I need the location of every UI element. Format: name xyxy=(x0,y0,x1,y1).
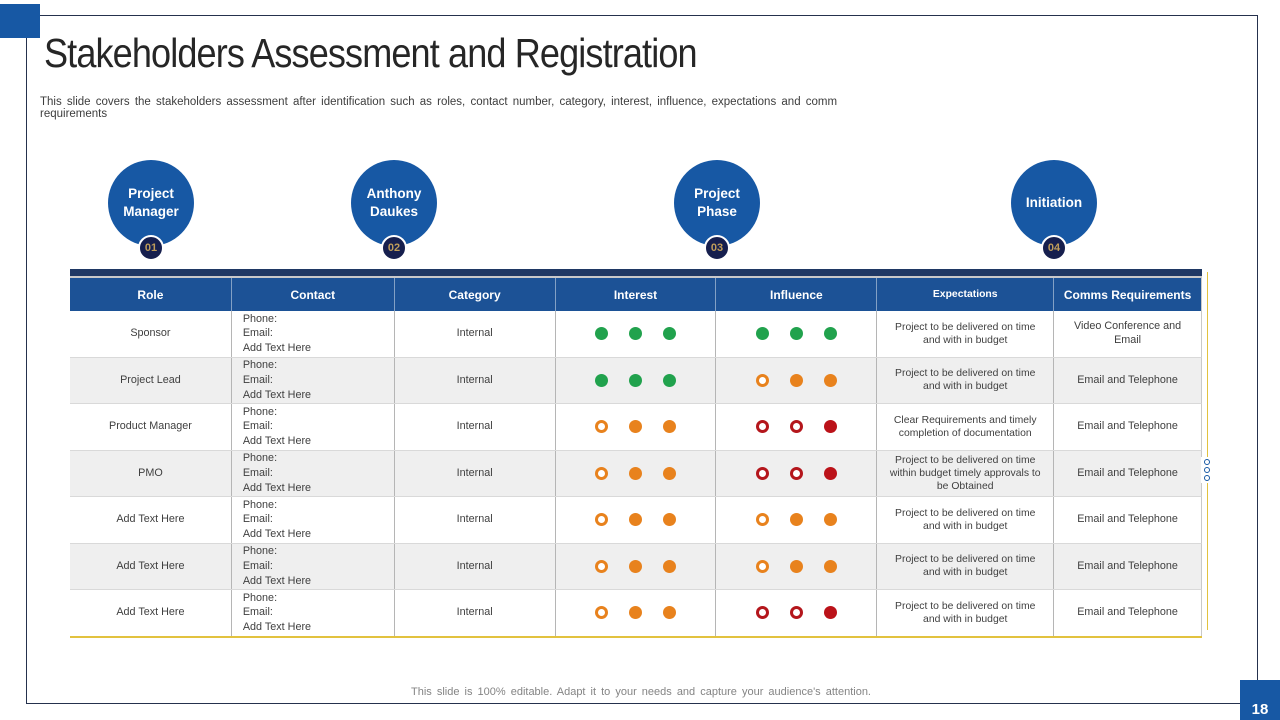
cell-role: Sponsor xyxy=(70,311,232,357)
green-filled-dot-icon xyxy=(595,374,608,387)
top-left-accent-square xyxy=(0,4,40,38)
cell-role: Add Text Here xyxy=(70,590,232,636)
red-ring-dot-icon xyxy=(790,467,803,480)
contact-line: Phone: xyxy=(242,405,278,418)
contact-line: Phone: xyxy=(242,498,278,511)
cell-expectations: Clear Requirements and timely completion of documentation xyxy=(877,404,1054,450)
milestone-label: Initiation xyxy=(1025,194,1083,210)
cell-interest xyxy=(556,451,717,497)
milestone-01 xyxy=(108,160,194,254)
cell-contact xyxy=(232,404,395,450)
table-row xyxy=(70,404,1202,451)
contact-line: Add Text Here xyxy=(242,621,312,634)
page-number: 18 xyxy=(1251,701,1269,718)
cell-interest xyxy=(556,544,717,590)
slide-footer: This slide is 100% editable. Adapt it to your needs and capture your audience's attention. xyxy=(411,686,871,698)
cell-comms-requirements: Email and Telephone xyxy=(1077,559,1178,572)
contact-line: Email: xyxy=(242,327,273,340)
contact-line: Phone: xyxy=(242,591,278,604)
cell-category: Internal xyxy=(395,404,556,450)
cell-contact xyxy=(232,451,395,497)
orange-ring-dot-icon xyxy=(756,513,769,526)
contact-line: Add Text Here xyxy=(242,342,312,355)
contact-line: Add Text Here xyxy=(242,388,312,401)
cell-expectations: Project to be delivered on time and with in budget xyxy=(877,590,1054,636)
orange-ring-dot-icon xyxy=(756,560,769,573)
cell-interest xyxy=(556,590,717,636)
cell-expectations: Project to be delivered on time and with in budget xyxy=(877,497,1054,543)
milestone-03 xyxy=(674,160,760,254)
cell-interest xyxy=(556,358,717,404)
cell-expectations: Project to be delivered on time and with in budget xyxy=(877,358,1054,404)
contact-line: Add Text Here xyxy=(242,481,312,494)
milestone-label: Project Manager xyxy=(123,185,179,219)
cell-category: Internal xyxy=(395,311,556,357)
orange-filled-dot-icon xyxy=(629,420,642,433)
column-header-interest: Interest xyxy=(556,278,717,311)
cell-category: Internal xyxy=(395,590,556,636)
orange-filled-dot-icon xyxy=(629,513,642,526)
green-filled-dot-icon xyxy=(790,327,803,340)
cell-category: Internal xyxy=(395,544,556,590)
cell-influence xyxy=(716,311,877,357)
orange-filled-dot-icon xyxy=(663,606,676,619)
orange-ring-dot-icon xyxy=(595,420,608,433)
orange-ring-dot-icon xyxy=(595,560,608,573)
cell-comms-requirements: Email and Telephone xyxy=(1077,606,1178,618)
red-ring-dot-icon xyxy=(756,420,769,433)
milestone-label: Anthony Daukes xyxy=(366,185,422,219)
milestone-02 xyxy=(351,160,437,254)
table-row xyxy=(70,590,1202,636)
orange-filled-dot-icon xyxy=(663,560,676,573)
contact-line: Email: xyxy=(242,606,273,619)
cell-role: Project Lead xyxy=(70,358,232,404)
orange-filled-dot-icon xyxy=(663,467,676,480)
cell-influence xyxy=(716,358,877,404)
milestone-circle xyxy=(1011,160,1097,246)
contact-line: Email: xyxy=(242,559,273,572)
red-ring-dot-icon xyxy=(790,606,803,619)
orange-ring-dot-icon xyxy=(595,606,608,619)
cell-comms-requirements: Email and Telephone xyxy=(1077,373,1178,386)
table-gold-border-line xyxy=(1207,272,1208,630)
column-header-role: Role xyxy=(70,278,232,311)
milestone-number-badge: 03 xyxy=(704,235,730,261)
cell-interest xyxy=(556,311,717,357)
table-row xyxy=(70,497,1202,544)
contact-line: Email: xyxy=(242,373,273,386)
column-header-influence: Influence xyxy=(716,278,877,311)
orange-filled-dot-icon xyxy=(663,420,676,433)
stakeholder-table xyxy=(70,269,1202,638)
contact-line: Add Text Here xyxy=(242,528,312,541)
orange-filled-dot-icon xyxy=(629,560,642,573)
orange-filled-dot-icon xyxy=(663,513,676,526)
cell-contact xyxy=(232,544,395,590)
table-top-bar xyxy=(70,269,1202,278)
milestone-number-badge: 01 xyxy=(138,235,164,261)
slide-subtitle: This slide covers the stakeholders assessment after identification such as roles, contact number, category, interest, influence, expectations and comm requirements xyxy=(40,96,838,120)
cell-category: Internal xyxy=(395,451,556,497)
milestone-label: Project Phase xyxy=(694,185,740,219)
orange-ring-dot-icon xyxy=(756,374,769,387)
cell-comms-requirements: Email and Telephone xyxy=(1077,466,1178,479)
orange-filled-dot-icon xyxy=(790,513,803,526)
contact-line: Phone: xyxy=(242,452,278,465)
orange-filled-dot-icon xyxy=(790,374,803,387)
milestone-circle xyxy=(674,160,760,246)
contact-line: Email: xyxy=(242,466,273,479)
column-header-category: Category xyxy=(395,278,556,311)
green-filled-dot-icon xyxy=(756,327,769,340)
cell-role: Add Text Here xyxy=(70,497,232,543)
green-filled-dot-icon xyxy=(629,327,642,340)
page-number-box xyxy=(1240,680,1280,720)
cell-influence xyxy=(716,451,877,497)
cell-influence xyxy=(716,544,877,590)
cell-influence xyxy=(716,404,877,450)
cell-influence xyxy=(716,497,877,543)
green-filled-dot-icon xyxy=(663,374,676,387)
table-body xyxy=(70,311,1202,636)
cell-expectations: Project to be delivered on time and with in budget xyxy=(877,544,1054,590)
green-filled-dot-icon xyxy=(663,327,676,340)
column-header-expectations: Expectations xyxy=(877,278,1054,311)
cell-contact xyxy=(232,590,395,636)
orange-filled-dot-icon xyxy=(629,606,642,619)
orange-filled-dot-icon xyxy=(790,560,803,573)
contact-line: Add Text Here xyxy=(242,574,312,587)
red-ring-dot-icon xyxy=(790,420,803,433)
table-row xyxy=(70,311,1202,358)
green-filled-dot-icon xyxy=(824,327,837,340)
cell-role: Add Text Here xyxy=(70,544,232,590)
red-filled-dot-icon xyxy=(824,467,837,480)
cell-expectations: Project to be delivered on time within budget timely approvals to be Obtained xyxy=(877,451,1054,497)
orange-filled-dot-icon xyxy=(629,467,642,480)
contact-line: Phone: xyxy=(242,359,278,372)
milestone-number-badge: 02 xyxy=(381,235,407,261)
cell-comms-requirements: Email and Telephone xyxy=(1077,513,1178,525)
cell-category: Internal xyxy=(395,358,556,404)
cell-role: PMO xyxy=(70,451,232,497)
table-drag-handle-icon[interactable] xyxy=(1201,457,1213,483)
cell-comms-requirements: Video Conference and Email xyxy=(1073,320,1182,346)
cell-contact xyxy=(232,497,395,543)
milestone-04 xyxy=(1011,160,1097,254)
cell-role: Product Manager xyxy=(70,404,232,450)
red-ring-dot-icon xyxy=(756,467,769,480)
table-header-row xyxy=(70,278,1202,311)
cell-interest xyxy=(556,404,717,450)
column-header-comms-requirements: Comms Requirements xyxy=(1063,287,1192,302)
cell-contact xyxy=(232,358,395,404)
cell-expectations: Project to be delivered on time and with in budget xyxy=(877,311,1054,357)
cell-comms-requirements: Email and Telephone xyxy=(1077,420,1178,432)
orange-filled-dot-icon xyxy=(824,374,837,387)
contact-line: Email: xyxy=(242,420,273,433)
page-title: Stakeholders Assessment and Registration xyxy=(44,30,697,76)
milestone-number-badge: 04 xyxy=(1041,235,1067,261)
table-row xyxy=(70,544,1202,591)
orange-filled-dot-icon xyxy=(824,560,837,573)
green-filled-dot-icon xyxy=(595,327,608,340)
red-ring-dot-icon xyxy=(756,606,769,619)
column-header-contact: Contact xyxy=(232,278,395,311)
cell-category: Internal xyxy=(395,497,556,543)
red-filled-dot-icon xyxy=(824,420,837,433)
orange-filled-dot-icon xyxy=(824,513,837,526)
red-filled-dot-icon xyxy=(824,606,837,619)
contact-line: Add Text Here xyxy=(242,435,312,448)
milestone-circle xyxy=(108,160,194,246)
milestone-circle xyxy=(351,160,437,246)
cell-contact xyxy=(232,311,395,357)
table-row xyxy=(70,451,1202,498)
contact-line: Phone: xyxy=(242,312,278,325)
cell-interest xyxy=(556,497,717,543)
cell-influence xyxy=(716,590,877,636)
contact-line: Email: xyxy=(242,513,273,526)
contact-line: Phone: xyxy=(242,545,278,558)
orange-ring-dot-icon xyxy=(595,513,608,526)
green-filled-dot-icon xyxy=(629,374,642,387)
table-row xyxy=(70,358,1202,405)
orange-ring-dot-icon xyxy=(595,467,608,480)
